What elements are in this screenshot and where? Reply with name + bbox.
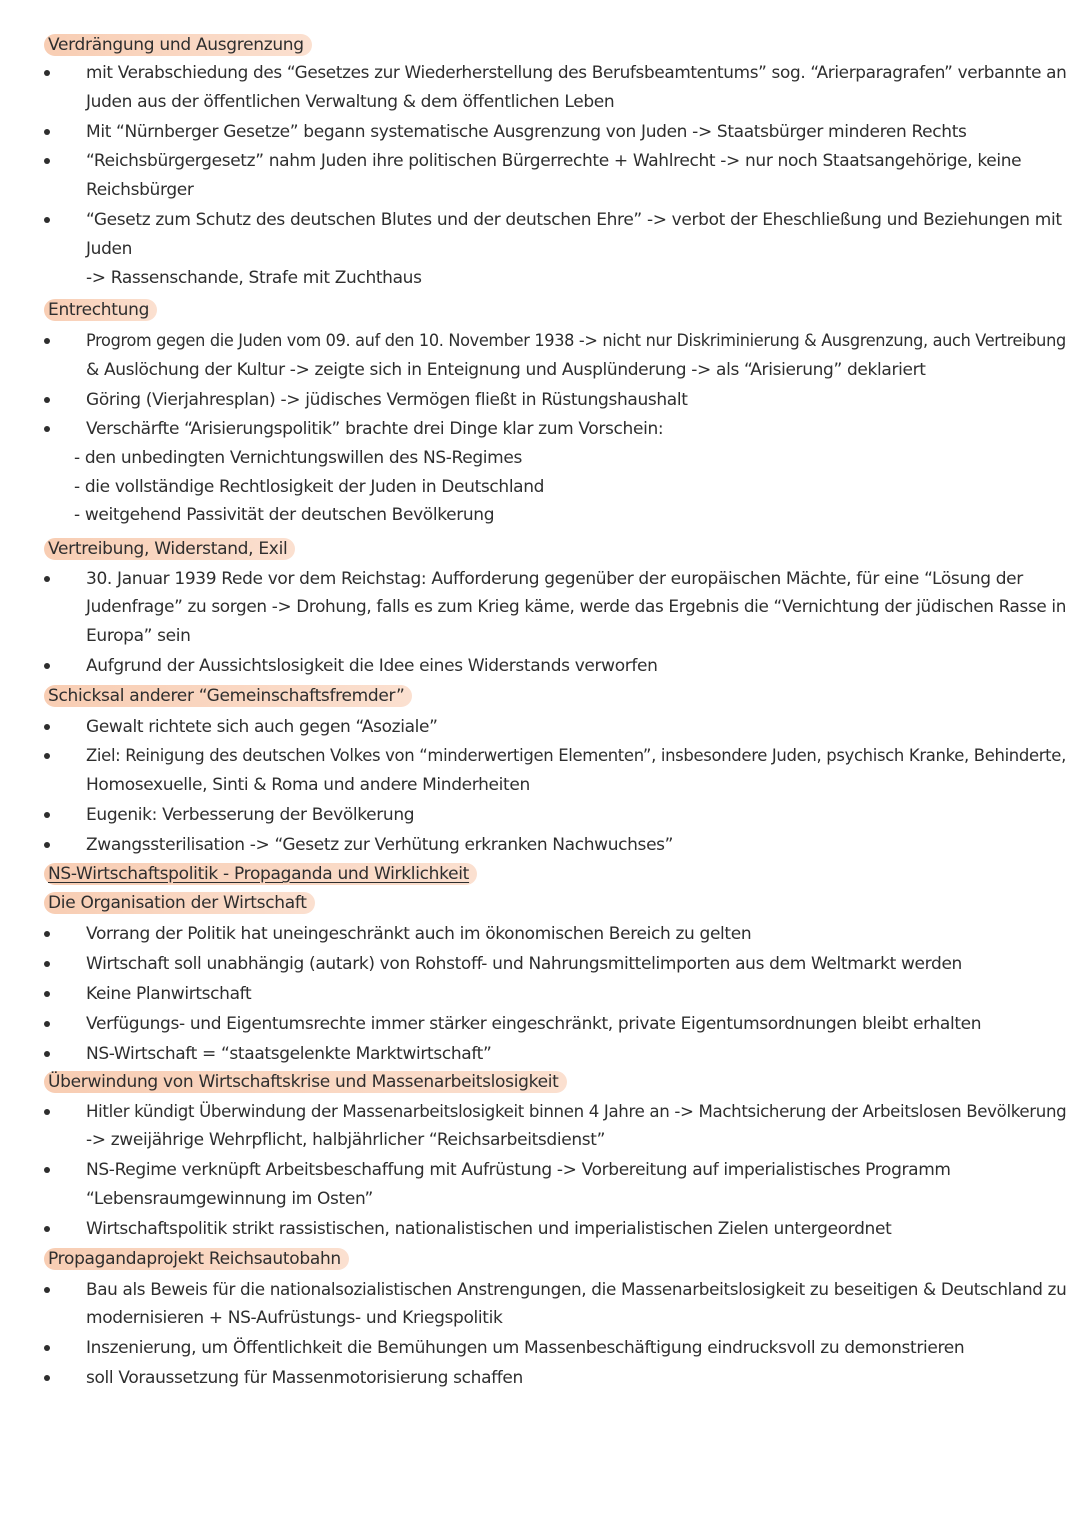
bullet-dot bbox=[44, 931, 50, 937]
bullet-text: Hitler kündigt Überwindung der Massenarbeitslosigkeit binnen 4 Jahre an -> Machtsicherung der Arbeitslosen Bevölkerung bbox=[86, 1102, 1067, 1122]
bullet-dot bbox=[44, 1051, 50, 1057]
bullet-text: Keine Planwirtschaft bbox=[86, 984, 252, 1004]
chapter-title-wirtschaftspolitik bbox=[44, 863, 477, 885]
section-heading-organisation bbox=[44, 892, 315, 914]
bullet-text: “Lebensraumgewinnung im Osten” bbox=[86, 1189, 373, 1209]
bullet-text: Wirtschaft soll unabhängig (autark) von Rohstoff- und Nahrungsmittelimporten aus dem Weltmarkt werden bbox=[86, 954, 962, 974]
bullet-dot bbox=[44, 217, 50, 223]
bullet-dot bbox=[44, 129, 50, 135]
heading-text: Verdrängung und Ausgrenzung bbox=[48, 35, 304, 55]
bullet-dot bbox=[44, 1167, 50, 1173]
bullet-dot bbox=[44, 753, 50, 759]
bullet-text: -> zweijährige Wehrpflicht, halbjährlicher “Reichsarbeitsdienst” bbox=[86, 1130, 606, 1150]
section-heading-ueberwindung bbox=[44, 1071, 567, 1093]
bullet-text: Aufgrund der Aussichtslosigkeit die Idee eines Widerstands verworfen bbox=[86, 656, 658, 676]
bullet-dot bbox=[44, 1345, 50, 1351]
bullet-text: NS-Regime verknüpft Arbeitsbeschaffung mit Aufrüstung -> Vorbereitung auf imperialistisches Programm bbox=[86, 1160, 951, 1180]
bullet-dot bbox=[44, 812, 50, 818]
bullet-text: Eugenik: Verbesserung der Bevölkerung bbox=[86, 805, 415, 825]
bullet-text: Vorrang der Politik hat uneingeschränkt auch im ökonomischen Bereich zu gelten bbox=[86, 924, 752, 944]
bullet-dot bbox=[44, 576, 50, 582]
bullet-text: Gewalt richtete sich auch gegen “Asoziale” bbox=[86, 717, 438, 737]
bullet-text: Europa” sein bbox=[86, 626, 191, 646]
bullet-text: -> Rassenschande, Strafe mit Zuchthaus bbox=[86, 268, 422, 288]
bullet-text: “Gesetz zum Schutz des deutschen Blutes und der deutschen Ehre” -> verbot der Eheschließung und Beziehungen mit bbox=[86, 210, 1062, 230]
heading-text: Die Organisation der Wirtschaft bbox=[48, 893, 307, 913]
bullet-dot bbox=[44, 1109, 50, 1115]
bullet-dot bbox=[44, 158, 50, 164]
bullet-text: Reichsbürger bbox=[86, 180, 194, 200]
bullet-text: & Auslöchung der Kultur -> zeigte sich in Enteignung und Ausplünderung -> als “Arisierung” deklariert bbox=[86, 360, 926, 380]
section-heading-schicksal bbox=[44, 685, 412, 707]
bullet-dot bbox=[44, 724, 50, 730]
heading-text: Vertreibung, Widerstand, Exil bbox=[48, 539, 288, 559]
bullet-text: Bau als Beweis für die nationalsozialistischen Anstrengungen, die Massenarbeitslosigkeit zu beseitigen & Deutschland zu bbox=[86, 1280, 1067, 1300]
bullet-text: “Reichsbürgergesetz” nahm Juden ihre politischen Bürgerrechte + Wahlrecht -> nur noch Staatsangehörige, keine bbox=[86, 151, 1022, 171]
bullet-dot bbox=[44, 961, 50, 967]
bullet-dot bbox=[44, 663, 50, 669]
bullet-text: modernisieren + NS-Aufrüstungs- und Kriegspolitik bbox=[86, 1308, 503, 1328]
section-heading-reichsautobahn bbox=[44, 1248, 349, 1270]
section-heading-entrechtung bbox=[44, 299, 157, 321]
bullet-text: Mit “Nürnberger Gesetze” begann systematische Ausgrenzung von Juden -> Staatsbürger minderen Rechts bbox=[86, 122, 967, 142]
sub-item-text: - den unbedingten Vernichtungswillen des NS-Regimes bbox=[74, 448, 522, 468]
heading-text: Überwindung von Wirtschaftskrise und Massenarbeitslosigkeit bbox=[48, 1072, 559, 1092]
heading-text: Entrechtung bbox=[48, 300, 150, 320]
bullet-text: Homosexuelle, Sinti & Roma und andere Minderheiten bbox=[86, 775, 530, 795]
bullet-dot bbox=[44, 397, 50, 403]
bullet-dot bbox=[44, 1226, 50, 1232]
bullet-text: Juden aus der öffentlichen Verwaltung & dem öffentlichen Leben bbox=[86, 92, 615, 112]
bullet-text: Progrom gegen die Juden vom 09. auf den 10. November 1938 -> nicht nur Diskriminierung & Ausgrenzung, auch Vertreibung bbox=[86, 331, 1066, 351]
bullet-text: Verschärfte “Arisierungspolitik” brachte drei Dinge klar zum Vorschein: bbox=[86, 419, 664, 439]
section-heading-verdraengung bbox=[44, 34, 312, 56]
bullet-text: NS-Wirtschaft = “staatsgelenkte Marktwirtschaft” bbox=[86, 1044, 492, 1064]
bullet-dot bbox=[44, 70, 50, 76]
bullet-text: soll Voraussetzung für Massenmotorisierung schaffen bbox=[86, 1368, 523, 1388]
bullet-dot bbox=[44, 426, 50, 432]
sub-item-text: - die vollständige Rechtlosigkeit der Juden in Deutschland bbox=[74, 477, 545, 497]
bullet-dot bbox=[44, 1375, 50, 1381]
heading-text: Schicksal anderer “Gemeinschaftsfremder” bbox=[48, 686, 405, 706]
bullet-text: 30. Januar 1939 Rede vor dem Reichstag: Aufforderung gegenüber der europäischen Mächte, für eine “Lösung der bbox=[86, 569, 1023, 589]
bullet-dot bbox=[44, 1021, 50, 1027]
bullet-text: Judenfrage” zu sorgen -> Drohung, falls es zum Krieg käme, werde das Ergebnis die “Vernichtung der jüdischen Rasse in bbox=[86, 597, 1067, 617]
bullet-dot bbox=[44, 338, 50, 344]
heading-text: Propagandaprojekt Reichsautobahn bbox=[48, 1249, 341, 1269]
bullet-dot bbox=[44, 1287, 50, 1293]
chapter-title-text: NS-Wirtschaftspolitik - Propaganda und Wirklichkeit bbox=[48, 864, 470, 884]
bullet-dot bbox=[44, 842, 50, 848]
bullet-text: Göring (Vierjahresplan) -> jüdisches Vermögen fließt in Rüstungshaushalt bbox=[86, 390, 688, 410]
bullet-text: Juden bbox=[86, 239, 133, 259]
bullet-text: Verfügungs- und Eigentumsrechte immer stärker eingeschränkt, private Eigentumsordnungen bleibt erhalten bbox=[86, 1014, 982, 1034]
bullet-text: Ziel: Reinigung des deutschen Volkes von “minderwertigen Elementen”, insbesondere Juden, psychisch Kranke, Behinderte, bbox=[86, 746, 1066, 766]
bullet-text: Wirtschaftspolitik strikt rassistischen, nationalistischen und imperialistischen Zielen untergeordnet bbox=[86, 1219, 892, 1239]
section-heading-vertreibung bbox=[44, 538, 295, 560]
sub-item-text: - weitgehend Passivität der deutschen Bevölkerung bbox=[74, 505, 495, 525]
bullet-text: mit Verabschiedung des “Gesetzes zur Wiederherstellung des Berufsbeamtentums” sog. “Arierparagrafen” verbannte an bbox=[86, 63, 1067, 83]
bullet-text: Zwangssterilisation -> “Gesetz zur Verhütung erkranken Nachwuchses” bbox=[86, 835, 674, 855]
bullet-text: Inszenierung, um Öffentlichkeit die Bemühungen um Massenbeschäftigung eindrucksvoll zu demonstrieren bbox=[86, 1338, 965, 1358]
bullet-dot bbox=[44, 991, 50, 997]
